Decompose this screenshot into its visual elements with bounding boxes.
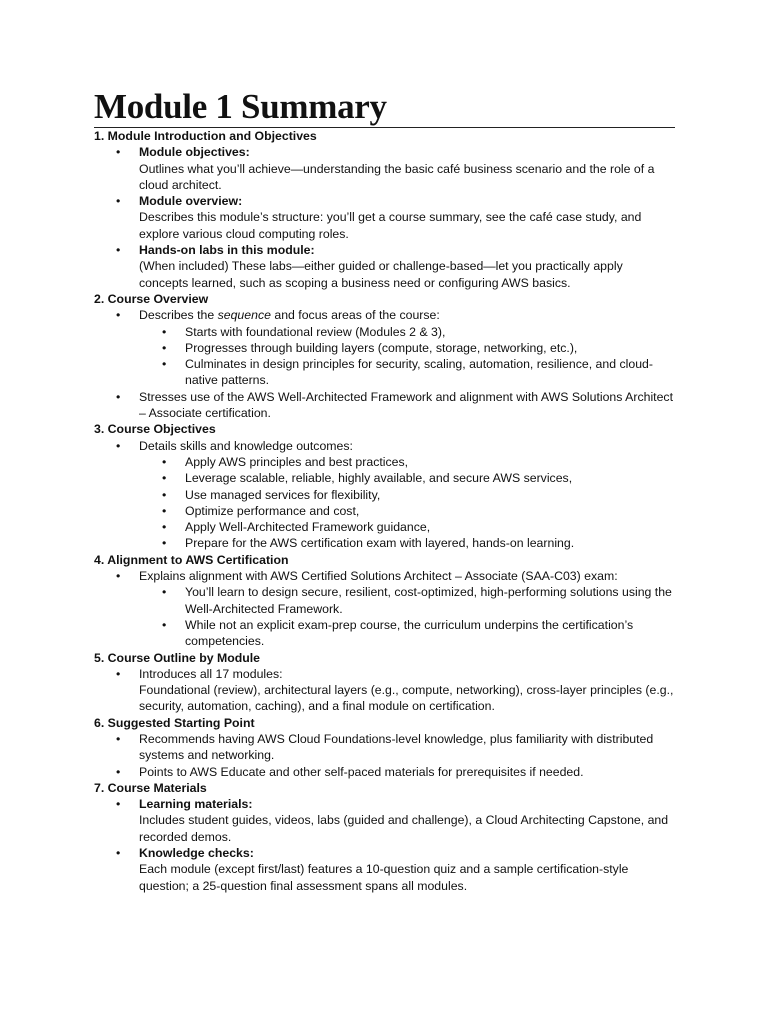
section-4-sublist [139, 584, 675, 649]
section-5-heading: 5. Course Outline by Module [94, 650, 261, 665]
sub-list-item: • Apply Well-Architected Framework guidance, [139, 519, 675, 535]
intro-text: Explains alignment with AWS Certified Solutions Architect – Associate (SAA-C03) exam: [139, 569, 618, 584]
sub-list-item: • Culminates in design principles for security, scaling, automation, resilience, and cloud-native patterns. [139, 356, 675, 389]
intro-text: • Introduces all 17 modules: [139, 666, 283, 681]
sub-list-item: • Progresses through building layers (compute, storage, networking, etc.), [139, 340, 675, 356]
sub-list-item: • Leverage scalable, reliable, highly available, and secure AWS services, [139, 470, 675, 486]
intro-text-pre: Describes the [139, 308, 218, 323]
section-6-heading: 6. Suggested Starting Point [94, 715, 255, 730]
sub-list-item: • Apply AWS principles and best practices, [139, 454, 675, 470]
page-title: Module 1 Summary [94, 88, 675, 128]
list-item [94, 666, 675, 715]
item-label: • Learning materials: [139, 797, 253, 812]
section-4-list [94, 568, 675, 649]
list-item: • Stresses use of the AWS Well-Architected Framework and alignment with AWS Solutions Architect – Associate certification. [94, 389, 675, 422]
item-label: • Module overview: [139, 194, 243, 209]
section-1-list [94, 144, 675, 291]
list-item [94, 242, 675, 291]
section-4-heading: 4. Alignment to AWS Certification [94, 552, 289, 567]
sub-list-item: • Use managed services for flexibility, [139, 487, 675, 503]
sub-list-item: • You’ll learn to design secure, resilient, cost-optimized, high-performing solutions using the Well-Architected Framework. [139, 584, 675, 617]
item-text: Foundational (review), architectural layers (e.g., compute, networking), cross-layer principles (e.g., security, automation, caching), and a final module on certification. [139, 683, 674, 714]
item-text: Includes student guides, videos, labs (guided and challenge), a Cloud Architecting Capstone, and recorded demos. [139, 813, 669, 844]
document-page [94, 88, 675, 894]
item-text: Each module (except first/last) features a 10-question quiz and a sample certification-style question; a 25-question final assessment spans all modules. [139, 862, 629, 893]
section-3-heading: 3. Course Objectives [94, 422, 216, 437]
sub-list-item: • While not an explicit exam-prep course, the curriculum underpins the certification’s competencies. [139, 617, 675, 650]
section-1-heading: 1. Module Introduction and Objectives [94, 129, 317, 143]
list-item [94, 845, 675, 894]
list-item [94, 144, 675, 193]
intro-text: Details skills and knowledge outcomes: [139, 438, 353, 453]
list-item: • Points to AWS Educate and other self-paced materials for prerequisites if needed. [94, 764, 675, 780]
section-7-heading: 7. Course Materials [94, 780, 207, 795]
section-6-list [94, 731, 675, 780]
list-item [94, 438, 675, 552]
item-label: • Knowledge checks: [139, 846, 254, 861]
section-5-list [94, 666, 675, 715]
list-item [94, 568, 675, 649]
sub-list-item: • Starts with foundational review (Modules 2 & 3), [139, 324, 675, 340]
item-text: Outlines what you’ll achieve—understanding the basic café business scenario and the role of a cloud architect. [139, 161, 655, 192]
item-label: • Module objectives: [139, 145, 250, 160]
item-text: (When included) These labs—either guided or challenge-based—let you practically apply concepts learned, such as scoping a business need or configuring AWS basics. [139, 259, 623, 290]
section-2-list [94, 307, 675, 421]
section-2-heading: 2. Course Overview [94, 291, 209, 306]
section-2-sublist [139, 324, 675, 389]
list-item [94, 307, 675, 388]
item-text: Describes this module’s structure: you’ll get a course summary, see the café case study, and explore various cloud computing roles. [139, 210, 642, 241]
list-item: • Recommends having AWS Cloud Foundations-level knowledge, plus familiarity with distributed systems and networking. [94, 731, 675, 764]
section-7-list [94, 796, 675, 894]
intro-text-post: and focus areas of the course: [270, 308, 440, 323]
list-item [94, 193, 675, 242]
sub-list-item: • Optimize performance and cost, [139, 503, 675, 519]
section-3-sublist [139, 454, 675, 552]
section-3-list [94, 438, 675, 552]
list-item [94, 796, 675, 845]
item-label: • Hands-on labs in this module: [139, 243, 315, 258]
intro-text-emphasis: sequence [217, 308, 271, 323]
sub-list-item: • Prepare for the AWS certification exam with layered, hands-on learning. [139, 535, 675, 551]
